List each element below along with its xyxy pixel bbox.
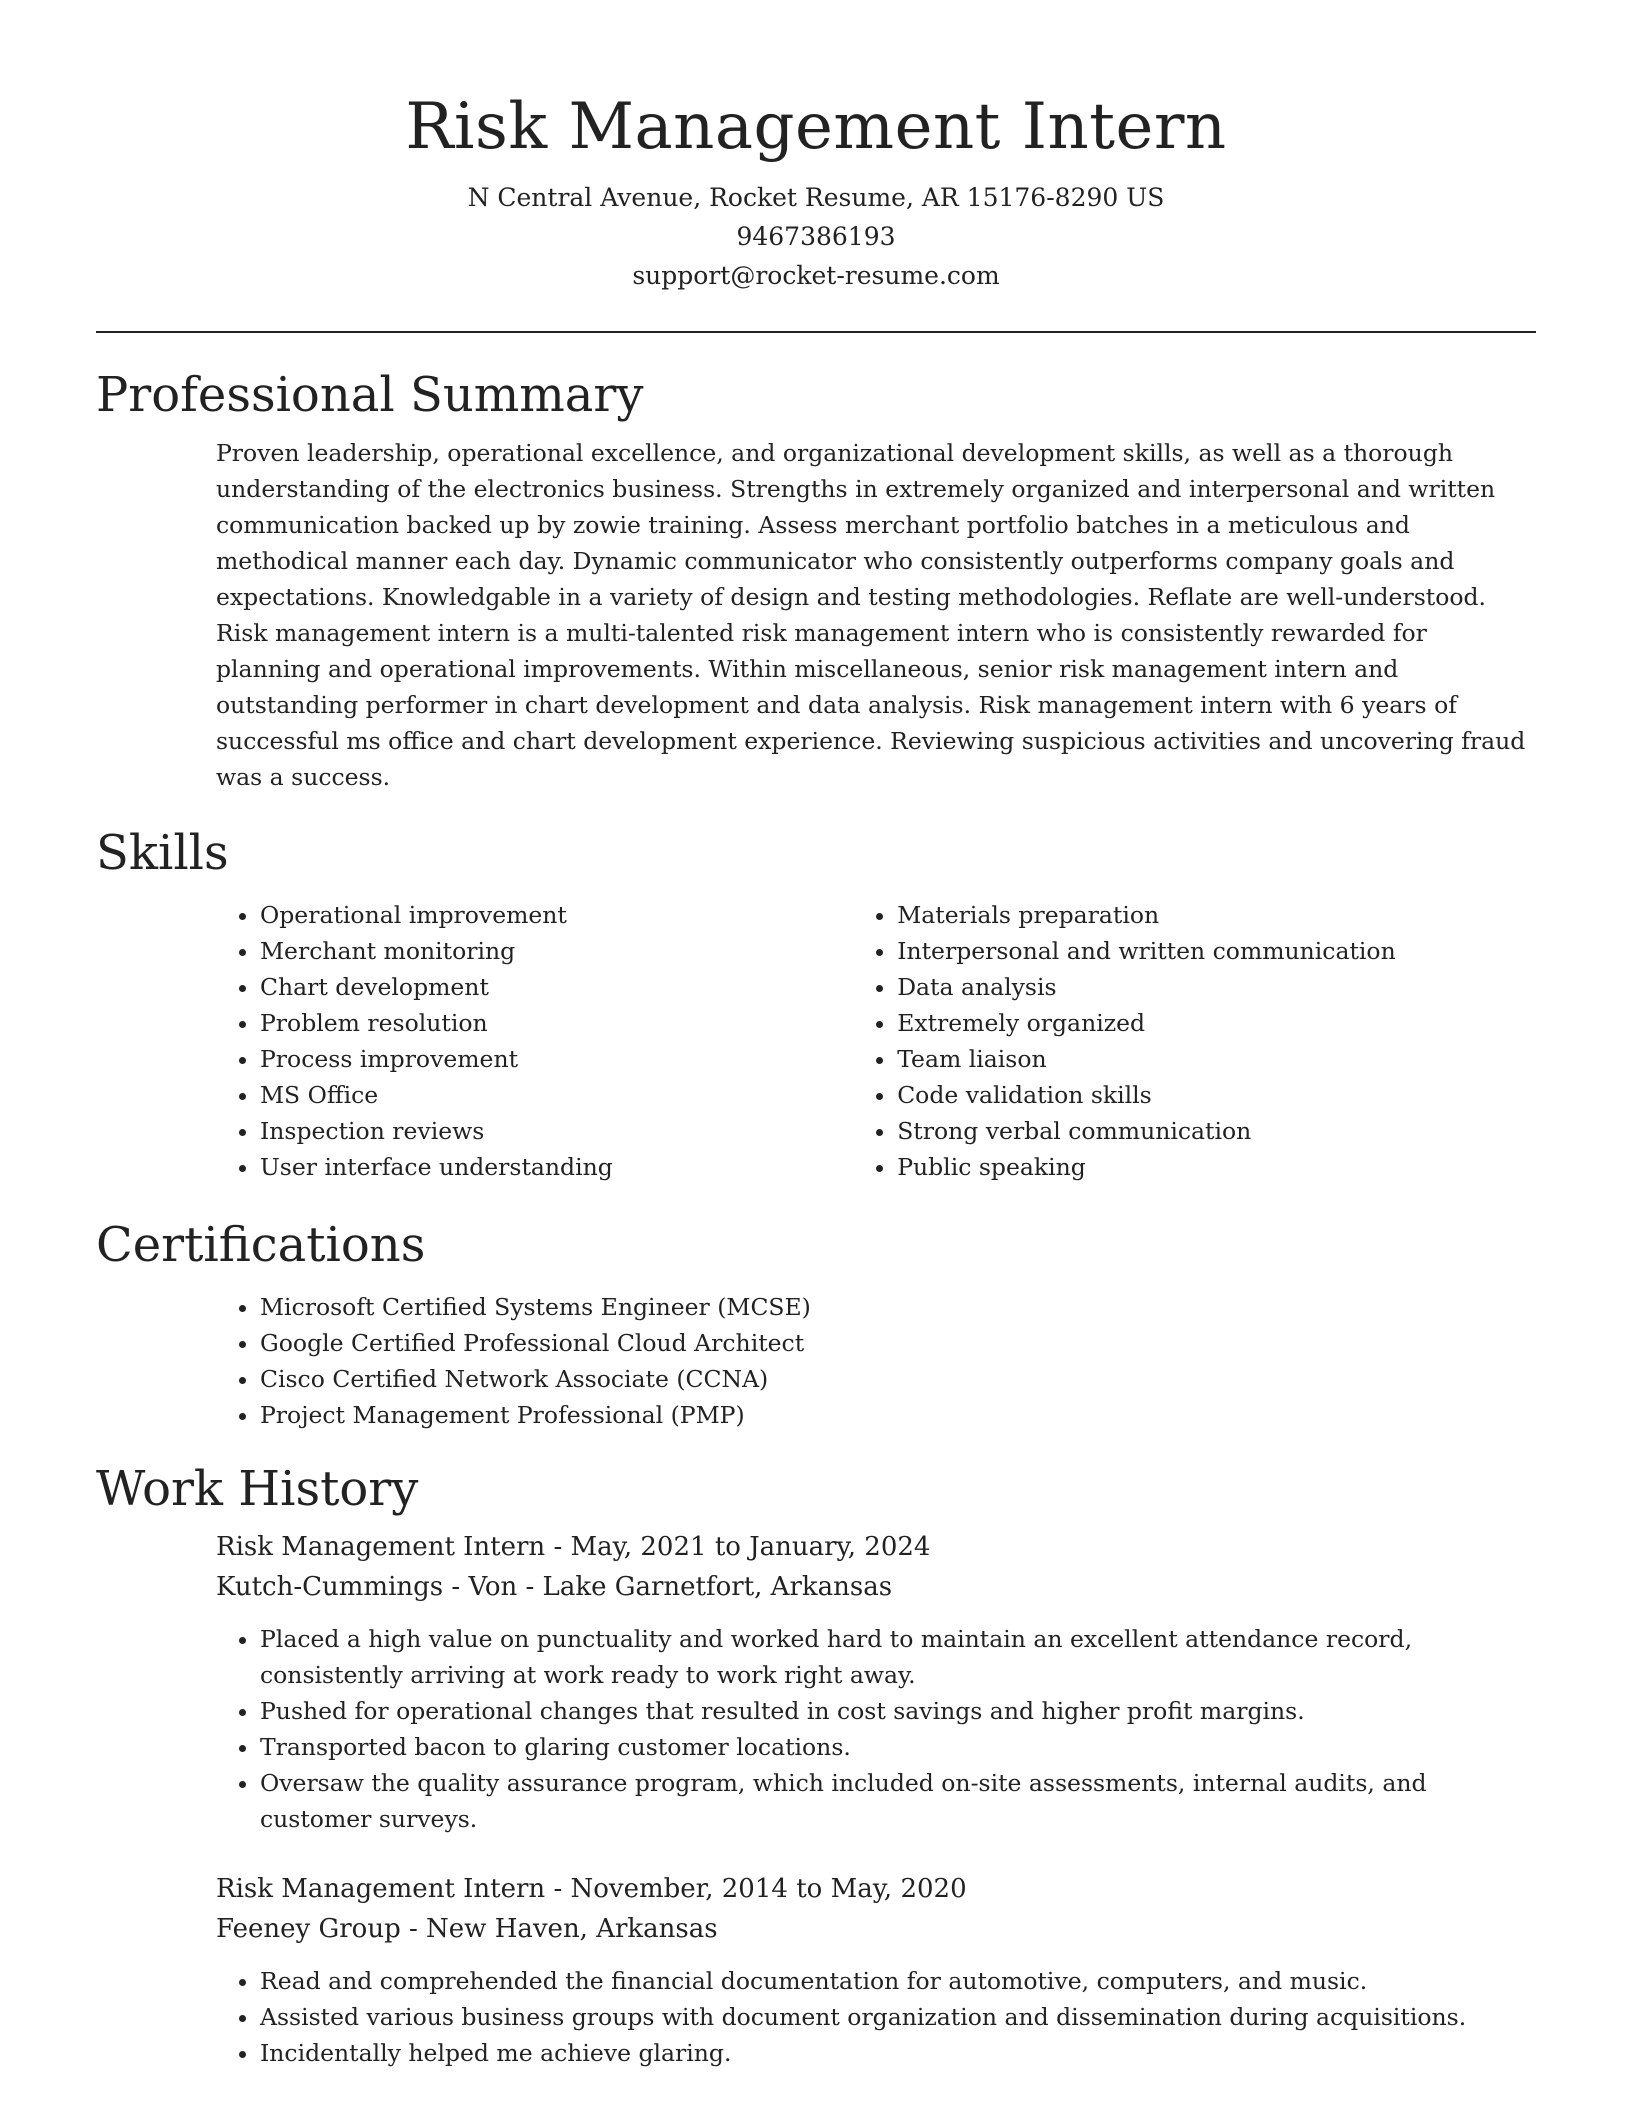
- skills-heading: Skills: [96, 825, 229, 881]
- skill-item: • Problem resolution: [260, 1005, 853, 1041]
- skill-item: • Strong verbal communication: [897, 1113, 1536, 1149]
- job-dates: - May, 2021 to January, 2024: [545, 1532, 931, 1562]
- job-bullet: • Read and comprehended the financial documentation for automotive, computers, and music.: [260, 1963, 1536, 1999]
- job-company-line: [216, 1909, 1536, 1949]
- job-bullet: • Assisted various business groups with document organization and dissemination during acquisitions.: [260, 1999, 1536, 2035]
- summary-paragraph: Proven leadership, operational excellence, and organizational development skills, as well as a thorough understanding of the electronics business. Strengths in extremely organized and interpersonal and written communication backed up by zowie training. Assess merchant portfolio batches in a meticulous and methodical manner each day. Dynamic communicator who consistently outperforms company goals and expectations. Knowledgable in a variety of design and testing methodologies. Reflate are well-understood. Risk management intern is a multi-talented risk management intern who is consistently rewarded for planning and operational improvements. Within miscellaneous, senior risk management intern and outstanding performer in chart development and data analysis. Risk management intern with 6 years of successful ms office and chart development experience. Reviewing suspicious activities and uncovering fraud was a success.: [216, 439, 1526, 791]
- skill-item: • Materials preparation: [897, 897, 1536, 933]
- address-line: N Central Avenue, Rocket Resume, AR 15176-8290 US: [467, 183, 1165, 212]
- skill-item: • Code validation skills: [897, 1077, 1536, 1113]
- summary-heading: Professional Summary: [96, 367, 644, 423]
- job-entry: [216, 1869, 1536, 2071]
- job-company: Kutch-Cummings - Von: [216, 1572, 518, 1602]
- job-bullet: • Placed a high value on punctuality and worked hard to maintain an excellent attendance record, consistently arriving at work ready to work right away.: [260, 1621, 1536, 1693]
- job-bullet: • Oversaw the quality assurance program, which included on-site assessments, internal audits, and customer surveys.: [260, 1765, 1536, 1837]
- certifications-heading: Certifications: [96, 1217, 426, 1273]
- job-location: - New Haven, Arkansas: [400, 1914, 718, 1944]
- skill-item: • Data analysis: [897, 969, 1536, 1005]
- resume-header: [96, 0, 1536, 295]
- job-title: Risk Management Intern: [216, 1532, 546, 1562]
- skill-item: • Chart development: [260, 969, 853, 1005]
- job-company-line: [216, 1567, 1536, 1607]
- job-bullet: • Incidentally helped me achieve glaring.: [260, 2035, 1536, 2071]
- job-company: Feeney Group: [216, 1914, 401, 1944]
- certifications-list: [216, 1289, 1536, 1433]
- job-title-line: [216, 1869, 1536, 1909]
- work-history-heading: Work History: [96, 1461, 419, 1517]
- job-location: - Lake Garnetfort, Arkansas: [517, 1572, 893, 1602]
- email-line: support@rocket-resume.com: [632, 261, 1000, 290]
- job-title: Risk Management Intern: [216, 1874, 546, 1904]
- skills-column-right: [853, 897, 1536, 1185]
- resume-page: [96, 0, 1536, 2071]
- certification-item: • Cisco Certified Network Associate (CCNA): [260, 1361, 1536, 1397]
- certification-item: • Project Management Professional (PMP): [260, 1397, 1536, 1433]
- skill-item: • Extremely organized: [897, 1005, 1536, 1041]
- job-entry: [216, 1527, 1536, 1837]
- phone-line: 9467386193: [736, 222, 896, 251]
- header-divider: [96, 331, 1536, 333]
- skills-list: [216, 897, 1536, 1185]
- contact-block: [96, 178, 1536, 295]
- skill-item: • User interface understanding: [260, 1149, 853, 1185]
- skill-item: • Interpersonal and written communication: [897, 933, 1536, 969]
- candidate-name: Risk Management Intern: [405, 90, 1227, 164]
- skill-item: • Public speaking: [897, 1149, 1536, 1185]
- skill-item: • Process improvement: [260, 1041, 853, 1077]
- skill-item: • MS Office: [260, 1077, 853, 1113]
- job-bullets: [216, 1963, 1536, 2071]
- certification-item: • Google Certified Professional Cloud Architect: [260, 1325, 1536, 1361]
- skill-item: • Team liaison: [897, 1041, 1536, 1077]
- certification-item: • Microsoft Certified Systems Engineer (MCSE): [260, 1289, 1536, 1325]
- job-bullet: • Pushed for operational changes that resulted in cost savings and higher profit margins.: [260, 1693, 1536, 1729]
- skill-item: • Merchant monitoring: [260, 933, 853, 969]
- job-title-line: [216, 1527, 1536, 1567]
- job-bullet: • Transported bacon to glaring customer locations.: [260, 1729, 1536, 1765]
- skill-item: • Inspection reviews: [260, 1113, 853, 1149]
- skill-item: • Operational improvement: [260, 897, 853, 933]
- job-bullets: [216, 1621, 1536, 1837]
- job-dates: - November, 2014 to May, 2020: [545, 1874, 967, 1904]
- skills-column-left: [216, 897, 853, 1185]
